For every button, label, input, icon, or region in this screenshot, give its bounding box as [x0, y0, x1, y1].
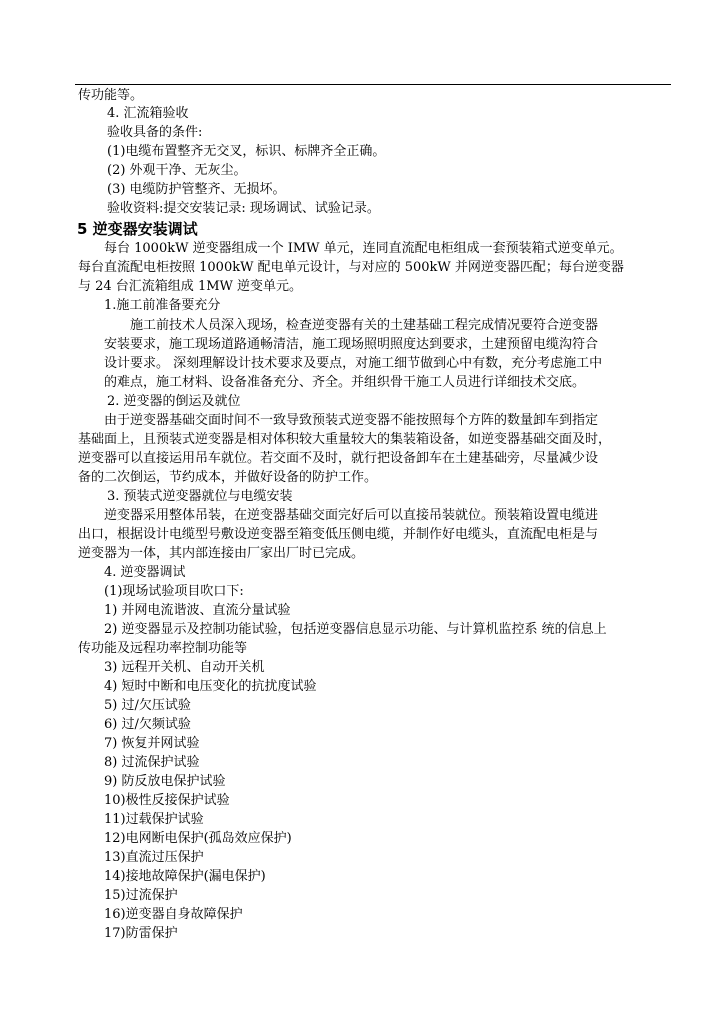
text-line: 安装要求，施工现场道路通畅清洁，施工现场照明照度达到要求，土建预留电缆沟符合: [104, 337, 599, 352]
text-line: 基础面上，且预装式逆变器是相对体积较大重量较大的集装箱设备，如逆变器基础交面及时，: [78, 432, 612, 447]
list-item: 1) 并网电流谐波、直流分量试验: [104, 603, 291, 618]
text-line: 出口，根据设计电缆型号敷设逆变器至箱变低压侧电缆，并制作好电缆头，直流配电柜是与: [78, 527, 599, 542]
list-item: 9) 防反放电保护试验: [104, 774, 226, 789]
list-item: 11)过载保护试验: [104, 812, 204, 827]
list-item: (2) 外观干净、无灰尘。: [107, 163, 247, 178]
subheading: 4. 逆变器调试: [104, 565, 186, 580]
text-line: 设计要求。 深刻理解设计技术要求及要点，对施工细节做到心中有数，充分考虑施工中: [104, 356, 603, 371]
list-item: 6) 过/欠频试验: [104, 717, 191, 732]
list-item: 5) 过/欠压试验: [104, 698, 191, 713]
text-line: 逆变器采用整体吊装，在逆变器基础交面完好后可以直接吊装就位。预装箱设置电缆进: [104, 508, 599, 523]
text-line: 每台直流配电柜按照 1000kW 配电单元设计，与对应的 500kW 并网逆变器匹配；每台逆变器: [78, 260, 624, 275]
list-item: 12)电网断电保护(孤岛效应保护): [104, 831, 292, 846]
text-line: 由于逆变器基础交面时间不一致导致预装式逆变器不能按照每个方阵的数量卸车到指定: [104, 413, 599, 428]
list-item: 14)接地故障保护(漏电保护): [104, 869, 266, 884]
text-line: 施工前技术人员深入现场，检查逆变器有关的土建基础工程完成情况要符合逆变器: [130, 318, 599, 333]
text-line: 每台 1000kW 逆变器组成一个 IMW 单元，连同直流配电柜组成一套预装箱式逆变单元。: [104, 241, 623, 256]
text-line: 验收具备的条件:: [107, 125, 203, 140]
list-item: 15)过流保护: [104, 888, 178, 903]
list-item: 8) 过流保护试验: [104, 755, 200, 770]
text-line: 传功能等。: [78, 88, 144, 103]
text-line: 验收资料:提交安装记录: 现场调试、试验记录。: [107, 201, 380, 216]
text-line: 与 24 台汇流箱组成 1MW 逆变单元。: [78, 279, 303, 294]
text-line: 备的二次倒运，节约成本，并做好设备的防护工作。: [78, 470, 378, 485]
list-item: (3) 电缆防护管整齐、无损坏。: [107, 182, 286, 197]
text-line: (1)现场试验项目吹口下:: [104, 584, 244, 599]
subheading: 1.施工前准备要充分: [104, 298, 221, 313]
list-item: 16)逆变器自身故障保护: [104, 907, 243, 922]
text-line: 的难点，施工材料、设备准备充分、齐全。并组织骨干施工人员进行详细技术交底。: [104, 375, 586, 390]
text-line: 逆变器可以直接运用吊车就位。若交面不及时，就行把设备卸车在土建基础旁，尽量减少设: [78, 451, 599, 466]
list-item: 3) 远程开关机、自动开关机: [104, 660, 265, 675]
text-line: 逆变器为一体，其内部连接由厂家出厂时已完成。: [78, 546, 365, 561]
list-item: (1)电缆布置整齐无交叉，标识、标牌齐全正确。: [107, 144, 386, 159]
subheading: 2. 逆变器的倒运及就位: [107, 394, 241, 409]
list-item: 10)极性反接保护试验: [104, 793, 230, 808]
list-item: 7) 恢复并网试验: [104, 736, 200, 751]
text-line: 传功能及远程功率控制功能等: [78, 641, 248, 656]
list-item: 4) 短时中断和电压变化的抗扰度试验: [104, 679, 317, 694]
section-heading: 5 逆变器安装调试: [77, 220, 198, 238]
list-item: 17)防雷保护: [104, 926, 178, 941]
subheading: 3. 预装式逆变器就位与电缆安装: [107, 489, 293, 504]
list-item: 2) 逆变器显示及控制功能试验，包括逆变器信息显示功能、与计算机监控系 统的信息上: [104, 622, 607, 637]
list-item: 13)直流过压保护: [104, 850, 204, 865]
header-rule: [75, 84, 671, 85]
subheading: 4. 汇流箱验收: [107, 106, 189, 121]
